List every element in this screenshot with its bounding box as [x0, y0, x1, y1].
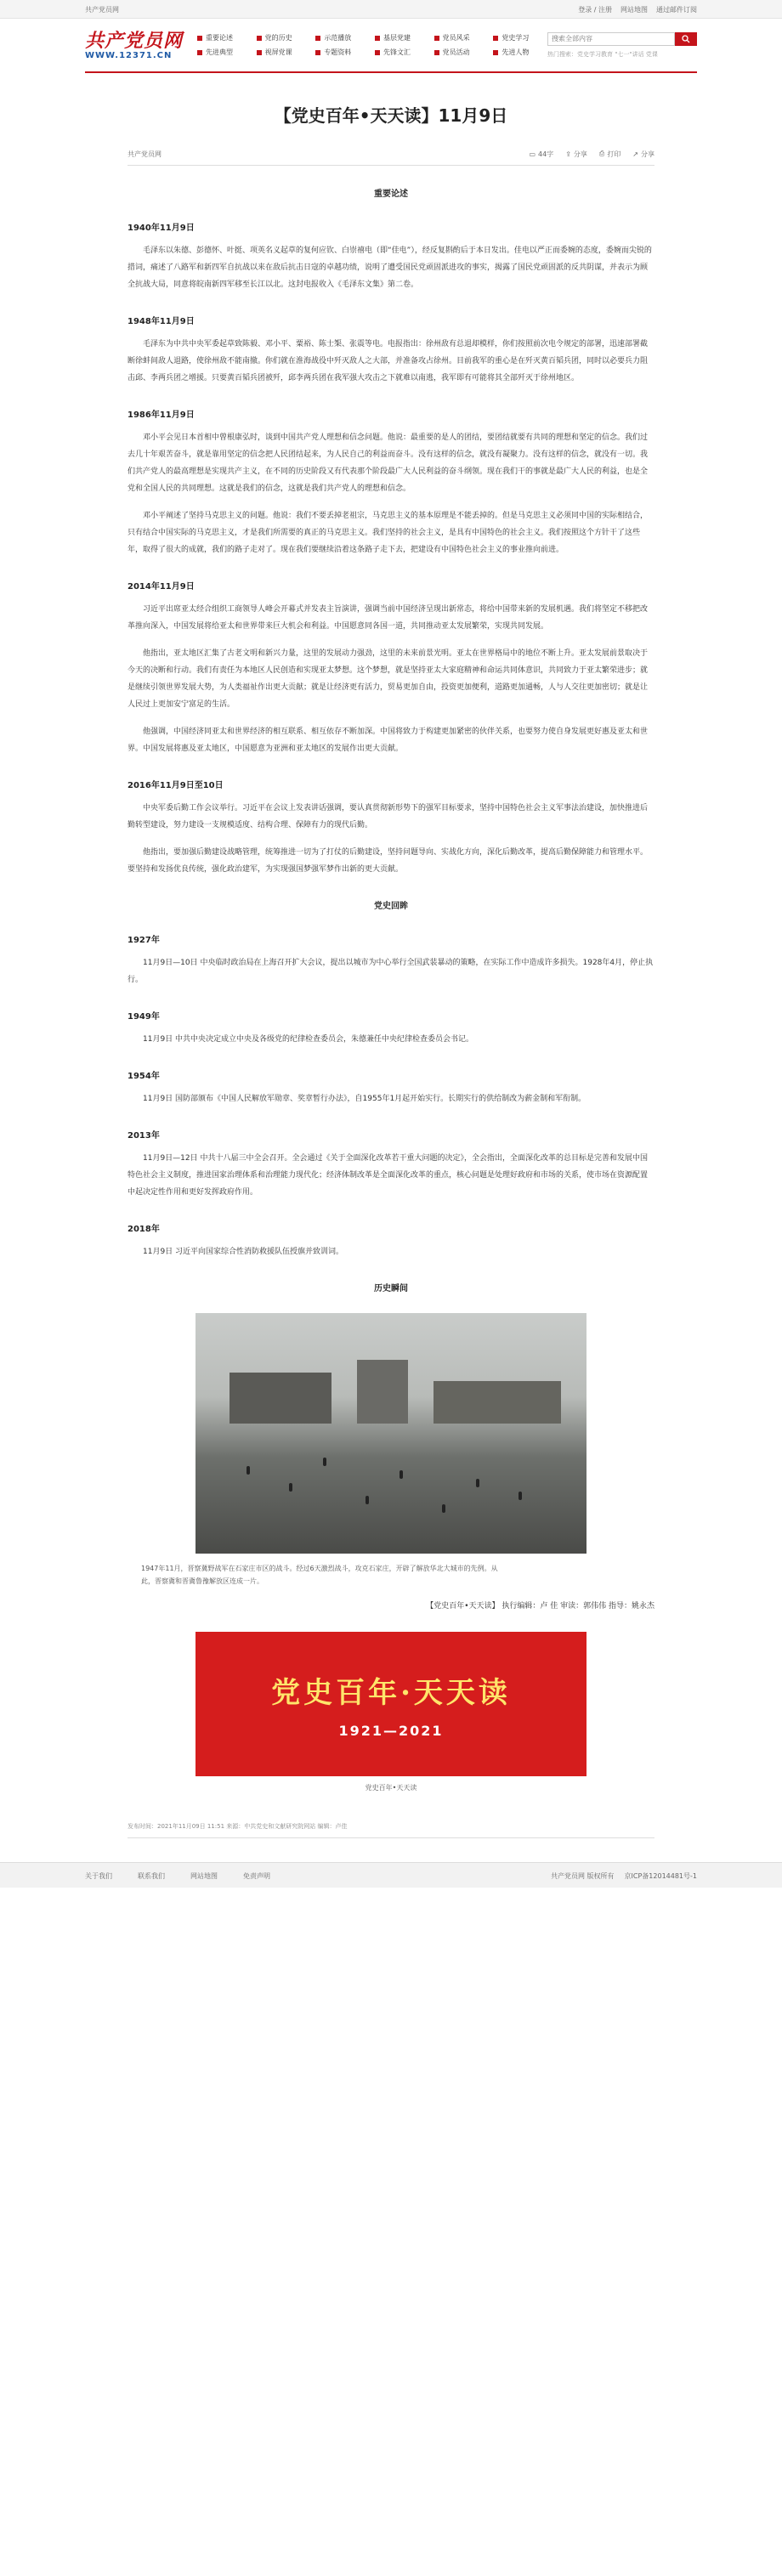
- entry-paragraph: 11月9日—12日 中共十八届三中全会召开。全会通过《关于全面深化改革若干重大问题的决定》，全会指出，全面深化改革的总目标是完善和发展中国特色社会主义制度，推进国家治理体系和治理能力现代化；经济体制改革是全面深化改革的重点，核心问题是处理好政府和市场的关系，使市场在资源配置中起决定性作用和更好发挥政府作用。: [128, 1154, 649, 1197]
- comment-icon: ▭: [529, 150, 536, 158]
- section-heading: 重要论述: [374, 190, 408, 199]
- top-utility-bar: [0, 0, 782, 19]
- bullet-icon: [375, 50, 380, 55]
- soldier-figure: [518, 1492, 522, 1500]
- entry-paragraph: 习近平出席亚太经合组织工商领导人峰会开幕式并发表主旨演讲，强调当前中国经济呈现出新常态，将给中国带来新的发展机遇。我们将坚定不移把改革推向深入，中国发展将给亚太和世界带来巨大机会和利益。中国愿意同各国一道，共同推动亚太发展繁荣，实现共同发展。: [128, 605, 649, 631]
- print-icon: ⎙: [598, 150, 605, 157]
- nav-item[interactable]: 党的历史: [257, 33, 301, 42]
- subscribe-link[interactable]: 通过邮件订阅: [656, 5, 697, 14]
- hot-searches[interactable]: 热门搜索：党史学习教育 "七一"讲话 党课: [547, 50, 658, 58]
- article-tools: [529, 150, 654, 159]
- nav-item[interactable]: 示范播放: [315, 33, 360, 42]
- banner-years: 1921—2021: [338, 1723, 444, 1739]
- soldier-figure: [366, 1496, 369, 1504]
- bullet-icon: [257, 50, 262, 55]
- entry-paragraph: 毛泽东为中共中央军委起草致陈毅、邓小平、粟裕、陈士榘、张震等电。电报指出：徐州敌有总退却模样，你们按照前次电令规定的部署，迅速部署截断徐蚌间敌人退路，使徐州敌不能南撤。你们就在淮海战役中歼灭敌人之大部，并准备攻占徐州。目前我军的重心是在歼灭黄百韬兵团，同时以必要兵力阻击邱、李两兵团之增援。只要黄百韬兵团被歼，邱李两兵团在我军强大攻击之下就难以南逃，我军即有可能将其全部歼灭于徐州地区。: [128, 340, 649, 382]
- nav-item[interactable]: 先锋文汇: [375, 48, 419, 57]
- article-body: [128, 186, 654, 1260]
- header-divider: [85, 71, 697, 73]
- entry-paragraph: 他指出，要加强后勤建设战略管理，统筹推进一切为了打仗的后勤建设，坚持问题导向、实战化方向，深化后勤改革，提高后勤保障能力和管理水平。要坚持和发扬优良传统，强化政治建军，为实现强国梦强军梦作出新的更大贡献。: [128, 848, 649, 874]
- entry-date: 1927年: [128, 936, 160, 945]
- entry-paragraph: 11月9日 习近平向国家综合性消防救援队伍授旗并致训词。: [143, 1248, 344, 1256]
- entry-paragraph: 他强调，中国经济同亚太和世界经济的相互联系、相互依存不断加深。中国将致力于构建更加紧密的伙伴关系，也要努力使自身发展更好惠及亚太和世界。中国发展将惠及亚太地区，中国愿意为亚洲和亚太地区的发展作出更大贡献。: [128, 728, 649, 753]
- bullet-icon: [375, 36, 380, 41]
- nav-item[interactable]: 党史学习: [493, 33, 537, 42]
- bullet-icon: [197, 50, 202, 55]
- bullet-icon: [315, 36, 320, 41]
- article-meta: [128, 148, 654, 160]
- bullet-icon: [434, 50, 439, 55]
- entry-date: 1954年: [128, 1072, 160, 1081]
- banner-title: 党史百年·天天读: [271, 1676, 511, 1710]
- section-heading: 党史回眸: [374, 902, 408, 911]
- entry-paragraph: 他指出，亚太地区汇集了古老文明和新兴力量，这里的发展动力强劲，这里的未来前景光明。亚太在世界格局中的地位不断上升。亚太发展前景取决于今天的决断和行动。我们有责任为本地区人民创造和实现亚太梦想。这个梦想，就是坚持亚太大家庭精神和命运共同体意识，共同致力于亚太繁荣进步；就是继续引领世界发展大势，为人类福祉作出更大贡献；就是让经济更有活力，贸易更加自由，投资更加便利，道路更加通畅，人与人交往更加密切；就是让人民过上更加安宁富足的生活。: [128, 649, 649, 709]
- article: [85, 102, 697, 1838]
- sitemap-link[interactable]: 网站地图: [620, 5, 648, 14]
- nav-item[interactable]: 先进人物: [493, 48, 537, 57]
- icp-number[interactable]: 京ICP备12014481号-1: [624, 1871, 697, 1880]
- publish-meta: 发布时间：2021年11月09日 11:51 来源：中共党史和文献研究院网站 编辑：卢佳: [128, 1822, 654, 1838]
- site-logo[interactable]: 共产党员网 WWW.12371.CN: [85, 29, 184, 60]
- entry-date: 1986年11月9日: [128, 410, 195, 420]
- site-header: [0, 19, 782, 71]
- site-footer: [0, 1862, 782, 1888]
- nav-item[interactable]: 视屏党课: [257, 48, 301, 57]
- nav-item[interactable]: 党员活动: [434, 48, 479, 57]
- entry-date: 2018年: [128, 1225, 160, 1234]
- entry-date: 2016年11月9日至10日: [128, 781, 224, 790]
- building-shape: [434, 1381, 561, 1424]
- entry-paragraph: 中央军委后勤工作会议举行。习近平在会议上发表讲话强调，要认真贯彻新形势下的强军目标要求，坚持中国特色社会主义军事法治建设，加快推进后勤转型建设，努力建设一支规模适度、结构合理、保障有力的现代后勤。: [128, 804, 649, 829]
- entry-paragraph: 11月9日—10日 中央临时政治局在上海召开扩大会议，提出以城市为中心举行全国武装暴动的策略，在实际工作中造成许多损失。1928年4月，停止执行。: [128, 959, 654, 984]
- photo-caption: 1947年11月，晋察冀野战军在石家庄市区的战斗。经过6天激烈战斗，攻克石家庄，开辟了解放华北大城市的先例。从此，晋察冀和晋冀鲁豫解放区连成一片。: [141, 1565, 498, 1585]
- entry-date: 1948年11月9日: [128, 317, 195, 326]
- history-image-heading: 历史瞬间: [374, 1284, 408, 1294]
- main-nav: [197, 33, 537, 57]
- home-link[interactable]: 共产党员网: [85, 5, 119, 14]
- entry-date: 2013年: [128, 1131, 160, 1141]
- nav-item[interactable]: 先进典型: [197, 48, 241, 57]
- search-input[interactable]: [547, 32, 675, 46]
- article-title: 【党史百年•天天读】11月9日: [274, 105, 508, 126]
- forward-icon: ↗: [632, 150, 638, 158]
- tower-shape: [357, 1360, 408, 1424]
- search-icon: [682, 35, 690, 43]
- share-icon: ⇪: [565, 150, 571, 158]
- login-link[interactable]: 登录 / 注册: [578, 5, 612, 14]
- bullet-icon: [315, 50, 320, 55]
- soldier-figure: [442, 1504, 445, 1513]
- entry-paragraph: 邓小平阐述了坚持马克思主义的问题。他说：我们不要丢掉老祖宗，马克思主义的基本原理是不能丢掉的。但是马克思主义必须同中国的实际相结合，只有结合中国实际的马克思主义，才是我们所需要的真正的马克思主义。我们坚持的社会主义，是具有中国特色的社会主义。我们按照这个方针干了这些年，取得了很大的成就，我们的路子走对了。现在我们要继续沿着这条路子走下去，把建设有中国特色社会主义的事业推向前进。: [128, 512, 649, 554]
- history-photo: [196, 1313, 586, 1554]
- footer-link-disclaimer[interactable]: 免责声明: [243, 1871, 270, 1880]
- font-size-tool[interactable]: ▭ 44字: [529, 150, 554, 158]
- search-button[interactable]: [675, 32, 697, 46]
- nav-item[interactable]: 党员风采: [434, 33, 479, 42]
- footer-link-about[interactable]: 关于我们: [85, 1871, 112, 1880]
- search-area: [547, 32, 697, 59]
- nav-item[interactable]: 重要论述: [197, 33, 241, 42]
- bullet-icon: [434, 36, 439, 41]
- soldier-figure: [476, 1479, 479, 1487]
- article-source: 共产党员网: [128, 150, 162, 158]
- bullet-icon: [197, 36, 202, 41]
- soldier-figure: [246, 1466, 250, 1475]
- nav-item[interactable]: 专题资料: [315, 48, 360, 57]
- entry-paragraph: 毛泽东以朱德、彭德怀、叶挺、项英名义起草的复何应钦、白崇禧电（即“佳电”），经反复斟酌后于本日发出。佳电以严正而委婉的态度，委婉而尖锐的措词，痛述了八路军和新四军自抗战以来在敌后抗击日寇的卓越功绩，说明了遭受国民党顽固派进攻的事实，揭露了国民党顽固派的反共阴谋，并表示为顾全抗战大局，同意将皖南新四军移至长江以北。这封电报收入《毛泽东文集》第二卷。: [128, 246, 652, 289]
- soldier-figure: [400, 1470, 403, 1479]
- banner-caption: 党史百年•天天读: [365, 1784, 417, 1792]
- entry-date: 2014年11月9日: [128, 582, 195, 592]
- footer-link-sitemap[interactable]: 网站地图: [190, 1871, 218, 1880]
- copyright: 共产党员网 版权所有: [550, 1871, 615, 1880]
- entry-paragraph: 11月9日 中共中央决定成立中央及各级党的纪律检查委员会，朱德兼任中央纪律检查委员会书记。: [143, 1035, 474, 1044]
- print-tool[interactable]: ⎙ 打印: [598, 150, 621, 158]
- soldier-figure: [323, 1458, 326, 1466]
- share-tool[interactable]: ⇪ 分享: [565, 150, 587, 158]
- entry-date: 1940年11月9日: [128, 224, 195, 233]
- entry-paragraph: 邓小平会见日本首相中曾根康弘时，谈到中国共产党人理想和信念问题。他说：最重要的是人的团结，要团结就要有共同的理想和坚定的信念。我们过去几十年艰苦奋斗，就是靠用坚定的信念把人民团结起来，为人民自己的利益而奋斗。没有这样的信念，就没有凝聚力。没有这样的信念，就没有一切。我们共产党人的最高理想是实现共产主义，在不同的历史阶段又有代表那个阶段最广大人民利益的奋斗纲领。现在我们干的事就是最广大人民的利益，也是全党和全国人民的共同理想。这就是我们的信念，这就是我们共产党人的理想和信念。: [128, 433, 649, 493]
- meta-divider: [128, 165, 654, 166]
- entry-paragraph: 11月9日 国防部颁布《中国人民解放军勋章、奖章暂行办法》，自1955年1月起开始实行。长期实行的供给制改为薪金制和军衔制。: [143, 1095, 586, 1103]
- soldier-figure: [289, 1483, 292, 1492]
- forward-tool[interactable]: ↗ 分享: [632, 150, 654, 158]
- bullet-icon: [257, 36, 262, 41]
- entry-date: 1949年: [128, 1012, 160, 1022]
- series-banner: [196, 1632, 586, 1776]
- editor-line: 【党史百年•天天读】 执行编辑：卢 佳 审读：郭伟伟 指导：姚永杰: [426, 1602, 654, 1611]
- building-shape: [230, 1373, 332, 1424]
- bullet-icon: [493, 36, 498, 41]
- nav-item[interactable]: 基层党建: [375, 33, 419, 42]
- footer-link-contact[interactable]: 联系我们: [138, 1871, 165, 1880]
- bullet-icon: [493, 50, 498, 55]
